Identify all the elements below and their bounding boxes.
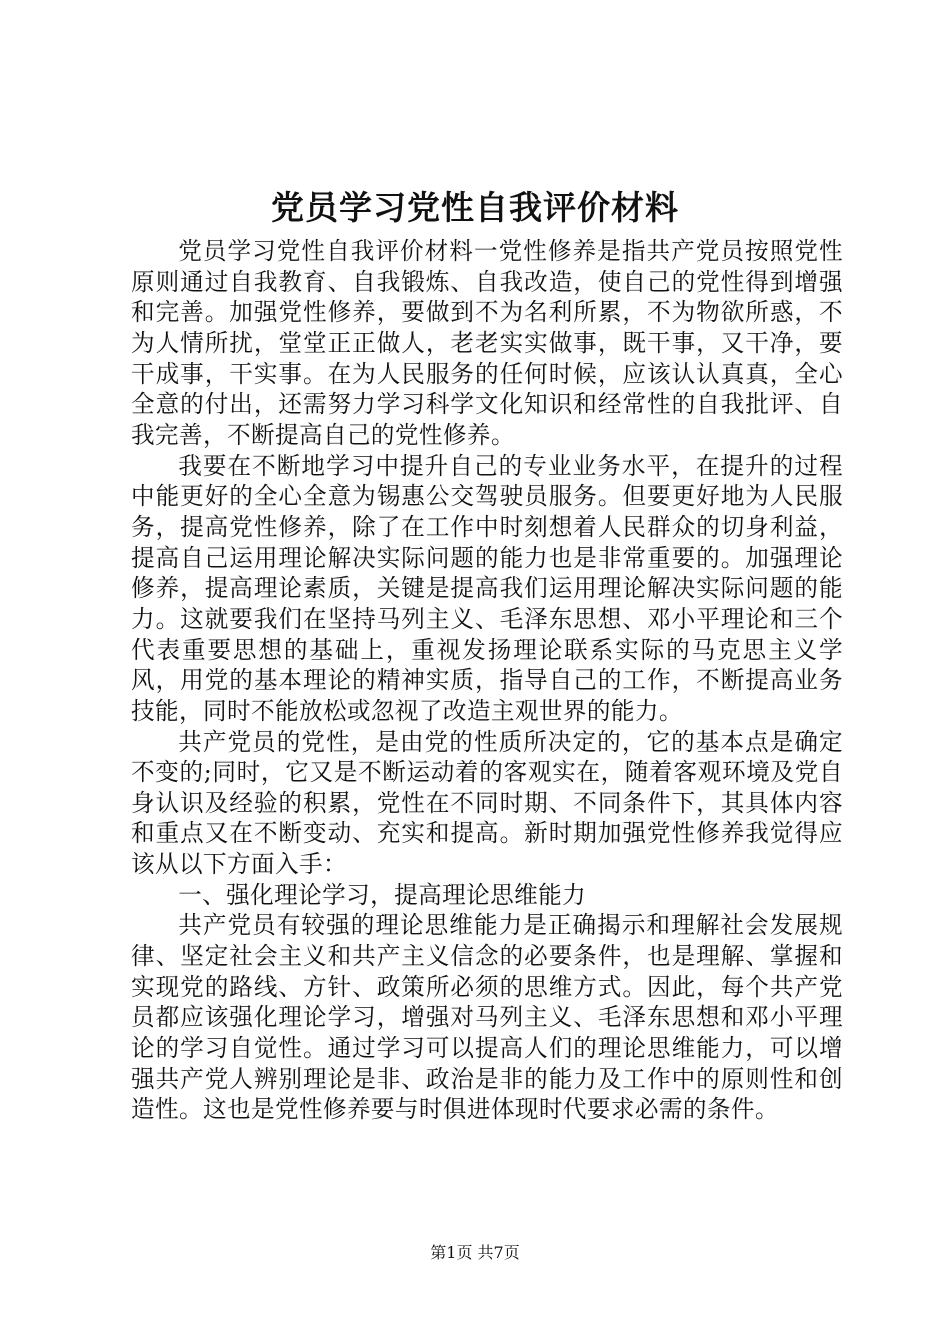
paragraph-party-nature: 共产党员的党性，是由党的性质所决定的，它的基本点是确定不变的;同时，它又是不断运动着的客观实在，随着客观环境及党自身认识及经验的积累，党性在不同时期、不同条件下，其具体内容和重点又在不断变动、充实和提高。新时期加强党性修养我觉得应该从以下方面入手： <box>131 727 843 879</box>
section-heading-1: 一、强化理论学习，提高理论思维能力 <box>178 880 587 909</box>
page-number-footer: 第1页 共7页 <box>430 1243 520 1262</box>
paragraph-study: 我要在不断地学习中提升自己的专业业务水平，在提升的过程中能更好的全心全意为锡惠公交驾驶员服务。但要更好地为人民服务，提高党性修养，除了在工作中时刻想着人民群众的切身利益，提高自己运用理论解决实际问题的能力也是非常重要的。加强理论修养，提高理论素质，关键是提高我们运用理论解决实际问题的能力。这就要我们在坚持马列主义、毛泽东思想、邓小平理论和三个代表重要思想的基础上，重视发扬理论联系实际的马克思主义学风，用党的基本理论的精神实质，指导自己的工作，不断提高业务技能，同时不能放松或忽视了改造主观世界的能力。 <box>131 451 843 725</box>
paragraph-theory: 共产党员有较强的理论思维能力是正确揭示和理解社会发展规律、坚定社会主义和共产主义信念的必要条件，也是理解、掌握和实现党的路线、方针、政策所必须的思维方式。因此，每个共产党员都应该强化理论学习，增强对马列主义、毛泽东思想和邓小平理论的学习自觉性。通过学习可以提高人们的理论思维能力，可以增强共产党人辨别理论是非、政治是非的能力及工作中的原则性和创造性。这也是党性修养要与时俱进体现时代要求必需的条件。 <box>131 911 843 1124</box>
paragraph-intro: 党员学习党性自我评价材料一党性修养是指共产党员按照党性原则通过自我教育、自我锻炼、自我改造，使自己的党性得到增强和完善。加强党性修养，要做到不为名利所累，不为物欲所惑，不为人情所扰，堂堂正正做人，老老实实做事，既干事，又干净，要干成事，干实事。在为人民服务的任何时候，应该认认真真，全心全意的付出，还需努力学习科学文化知识和经常性的自我批评、自我完善，不断提高自己的党性修养。 <box>131 237 843 449</box>
document-body <box>131 236 843 1125</box>
document-title: 党员学习党性自我评价材料 <box>271 188 679 227</box>
